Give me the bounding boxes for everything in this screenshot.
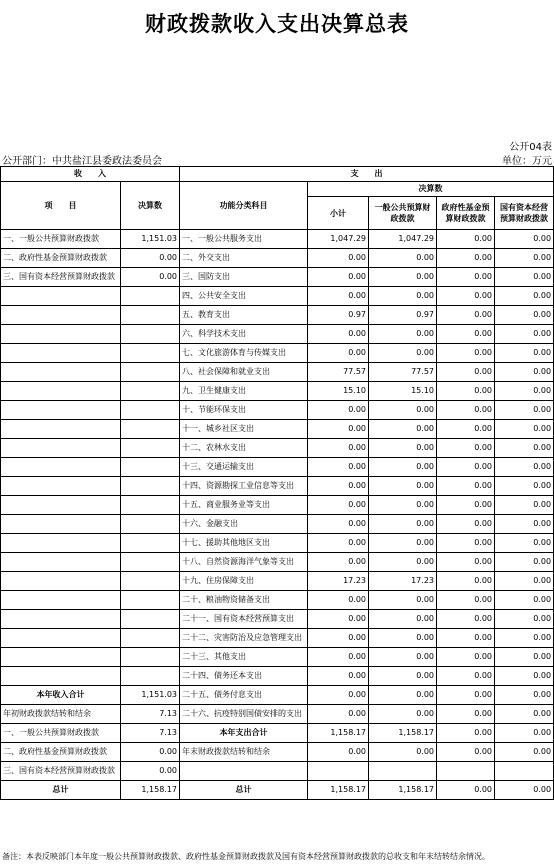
- income-amount: [121, 458, 180, 477]
- income-header: 收 入: [1, 167, 180, 182]
- subtotal-cell: 0.00: [308, 439, 369, 458]
- unit-label: 单位：万元: [502, 156, 552, 167]
- income-amount: [121, 382, 180, 401]
- subtotal-cell: 0.00: [308, 686, 369, 705]
- header-row-2: [1, 182, 554, 197]
- gov-fund-cell: 0.00: [437, 591, 495, 610]
- table-row: [1, 420, 554, 439]
- table-row: [1, 629, 554, 648]
- gov-fund-cell: 0.00: [437, 534, 495, 553]
- income-item: [1, 401, 121, 420]
- gov-fund-cell: 0.00: [437, 686, 495, 705]
- soe-capital-cell: 0.00: [495, 382, 554, 401]
- income-item: 三、国有资本经营预算财政拨款: [1, 268, 121, 287]
- gov-fund-cell: 0.00: [437, 515, 495, 534]
- function-item: 二十六、抗疫特别国债安排的支出: [180, 705, 308, 724]
- function-item: 二十、粮油物资储备支出: [180, 591, 308, 610]
- income-amount: [121, 477, 180, 496]
- subtotal-cell: 0.00: [308, 344, 369, 363]
- general-budget-cell: 0.00: [369, 458, 437, 477]
- general-budget-cell: 0.00: [369, 515, 437, 534]
- income-item: [1, 553, 121, 572]
- table-row: [1, 496, 554, 515]
- subtotal-cell: 0.00: [308, 667, 369, 686]
- subtotal-cell: 0.00: [308, 629, 369, 648]
- final-amount-header: 决算数: [121, 182, 180, 230]
- soe-capital-cell: 0.00: [495, 686, 554, 705]
- table-row: [1, 287, 554, 306]
- gov-fund-cell: 0.00: [437, 268, 495, 287]
- table-row: [1, 382, 554, 401]
- subtotal-cell: 0.00: [308, 287, 369, 306]
- function-item: 十九、住房保障支出: [180, 572, 308, 591]
- empty-cell: [369, 762, 437, 781]
- soe-capital-cell: 0.00: [495, 268, 554, 287]
- soe-capital-header: 国有资本经营预算财政拨款: [495, 197, 554, 230]
- soe-capital-cell: 0.00: [495, 667, 554, 686]
- final-group-header: 决算数: [308, 182, 554, 197]
- subtotal-cell: 15.10: [308, 382, 369, 401]
- function-item: 二、外交支出: [180, 249, 308, 268]
- soe-capital-cell: 0.00: [495, 439, 554, 458]
- subtotal-cell: 0.00: [308, 477, 369, 496]
- soe-capital-cell: 0.00: [495, 230, 554, 249]
- general-budget-cell: 77.57: [369, 363, 437, 382]
- gov-fund-cell: 0.00: [437, 477, 495, 496]
- gov-fund-cell: 0.00: [437, 458, 495, 477]
- table-row: [1, 515, 554, 534]
- gov-fund-cell: 0.00: [437, 724, 495, 743]
- income-amount: [121, 325, 180, 344]
- soe-capital-cell: 0.00: [495, 420, 554, 439]
- soe-capital-cell: 0.00: [495, 515, 554, 534]
- income-item: [1, 667, 121, 686]
- income-item: [1, 648, 121, 667]
- subtotal-cell: 0.00: [308, 401, 369, 420]
- gov-fund-cell: 0.00: [437, 705, 495, 724]
- income-item: [1, 306, 121, 325]
- income-item: [1, 382, 121, 401]
- gov-fund-cell: 0.00: [437, 553, 495, 572]
- gov-fund-cell: 0.00: [437, 648, 495, 667]
- carry-soe-label: 三、国有资本经营预算财政拨款: [1, 762, 121, 781]
- income-item: [1, 477, 121, 496]
- gov-fund-cell: 0.00: [437, 743, 495, 762]
- income-amount: [121, 534, 180, 553]
- summary-rows: [1, 686, 554, 800]
- table-row: [1, 534, 554, 553]
- table-row: [1, 325, 554, 344]
- table-row: [1, 610, 554, 629]
- soe-capital-cell: 0.00: [495, 477, 554, 496]
- table-row: [1, 667, 554, 686]
- table-row: [1, 249, 554, 268]
- income-amount: [121, 401, 180, 420]
- income-item: [1, 344, 121, 363]
- general-budget-cell: 0.00: [369, 648, 437, 667]
- income-amount: [121, 363, 180, 382]
- function-item: 五、教育支出: [180, 306, 308, 325]
- income-item: [1, 363, 121, 382]
- subtotal-cell: 0.00: [308, 458, 369, 477]
- function-item: 八、社会保障和就业支出: [180, 363, 308, 382]
- subtotal-cell: 77.57: [308, 363, 369, 382]
- general-budget-cell: 0.00: [369, 420, 437, 439]
- general-budget-cell: 0.00: [369, 686, 437, 705]
- year-end-label: 年末财政拨款结转和结余: [180, 743, 308, 762]
- income-amount: [121, 420, 180, 439]
- soe-capital-cell: 0.00: [495, 249, 554, 268]
- subtotal-cell: 17.23: [308, 572, 369, 591]
- soe-capital-cell: 0.00: [495, 724, 554, 743]
- function-item: 三、国防支出: [180, 268, 308, 287]
- soe-capital-cell: 0.00: [495, 572, 554, 591]
- function-item: 二十五、债务付息支出: [180, 686, 308, 705]
- budget-table: [0, 166, 554, 800]
- soe-capital-cell: 0.00: [495, 458, 554, 477]
- income-amount: [121, 287, 180, 306]
- general-budget-cell: 0.00: [369, 249, 437, 268]
- table-row: [1, 268, 554, 287]
- income-item: [1, 325, 121, 344]
- soe-capital-cell: 0.00: [495, 306, 554, 325]
- general-budget-cell: 0.00: [369, 610, 437, 629]
- function-item: 二十三、其他支出: [180, 648, 308, 667]
- general-budget-cell: 0.00: [369, 344, 437, 363]
- income-amount: [121, 344, 180, 363]
- income-amount: [121, 648, 180, 667]
- gov-fund-header: 政府性基金预算财政拨款: [437, 197, 495, 230]
- subtotal-cell: 0.00: [308, 496, 369, 515]
- function-item: 十七、援助其他地区支出: [180, 534, 308, 553]
- gov-fund-cell: 0.00: [437, 344, 495, 363]
- general-budget-cell: 0.00: [369, 439, 437, 458]
- subtotal-cell: 1,047.29: [308, 230, 369, 249]
- soe-capital-cell: 0.00: [495, 363, 554, 382]
- table-row: [1, 572, 554, 591]
- general-budget-cell: 0.00: [369, 325, 437, 344]
- income-amount: [121, 439, 180, 458]
- general-budget-cell: 1,158.17: [369, 781, 437, 800]
- gov-fund-cell: 0.00: [437, 306, 495, 325]
- function-item: 二十四、债务还本支出: [180, 667, 308, 686]
- gov-fund-cell: 0.00: [437, 439, 495, 458]
- general-budget-cell: 0.00: [369, 534, 437, 553]
- soe-capital-cell: 0.00: [495, 401, 554, 420]
- header-row-1: [1, 167, 554, 182]
- table-row: [1, 477, 554, 496]
- general-budget-cell: 0.00: [369, 268, 437, 287]
- income-total-value: 1,151.03: [121, 686, 180, 705]
- general-budget-cell: 0.00: [369, 477, 437, 496]
- function-class-header: 功能分类科目: [180, 182, 308, 230]
- income-amount: 0.00: [121, 268, 180, 287]
- income-amount: [121, 572, 180, 591]
- subtotal-cell: 1,158.17: [308, 781, 369, 800]
- function-item: 二十一、国有资本经营预算支出: [180, 610, 308, 629]
- income-item: [1, 610, 121, 629]
- general-budget-cell: 0.97: [369, 306, 437, 325]
- function-item: 一、一般公共服务支出: [180, 230, 308, 249]
- table-row: [1, 401, 554, 420]
- income-item: [1, 458, 121, 477]
- department-label: 公开部门：中共盐江县委政法委员会: [2, 156, 162, 167]
- empty-cell: [180, 762, 308, 781]
- general-budget-cell: 0.00: [369, 496, 437, 515]
- expenditure-header: 支 出: [180, 167, 554, 182]
- general-budget-cell: 17.23: [369, 572, 437, 591]
- table-row: [1, 439, 554, 458]
- grand-total-label-left: 总计: [1, 781, 121, 800]
- function-item: 十六、金融支出: [180, 515, 308, 534]
- income-amount: [121, 515, 180, 534]
- gov-fund-cell: 0.00: [437, 401, 495, 420]
- table-row: [1, 553, 554, 572]
- gov-fund-cell: 0.00: [437, 363, 495, 382]
- income-item: [1, 572, 121, 591]
- soe-capital-cell: 0.00: [495, 610, 554, 629]
- soe-capital-cell: 0.00: [495, 629, 554, 648]
- gov-fund-cell: 0.00: [437, 382, 495, 401]
- general-budget-cell: 1,047.29: [369, 230, 437, 249]
- summary-row: [1, 762, 554, 781]
- income-amount: 0.00: [121, 249, 180, 268]
- subtotal-header: 小计: [308, 197, 369, 230]
- carry-fund-value: 0.00: [121, 743, 180, 762]
- income-amount: [121, 667, 180, 686]
- general-budget-cell: 0.00: [369, 667, 437, 686]
- grand-total-row: [1, 781, 554, 800]
- soe-capital-cell: 0.00: [495, 591, 554, 610]
- income-item: [1, 515, 121, 534]
- general-budget-cell: 1,158.17: [369, 724, 437, 743]
- function-item: 十、节能环保支出: [180, 401, 308, 420]
- function-item: 十四、资源勘探工业信息等支出: [180, 477, 308, 496]
- income-amount: [121, 553, 180, 572]
- subtotal-cell: 0.00: [308, 268, 369, 287]
- grand-total-value-left: 1,158.17: [121, 781, 180, 800]
- table-row: [1, 648, 554, 667]
- carry-general-label: 一、一般公共预算财政拨款: [1, 724, 121, 743]
- subtotal-cell: 0.00: [308, 534, 369, 553]
- table-row: [1, 230, 554, 249]
- income-total-label: 本年收入合计: [1, 686, 121, 705]
- subtotal-cell: 0.00: [308, 705, 369, 724]
- gov-fund-cell: 0.00: [437, 496, 495, 515]
- function-item: 九、卫生健康支出: [180, 382, 308, 401]
- subtotal-cell: 0.97: [308, 306, 369, 325]
- soe-capital-cell: 0.00: [495, 743, 554, 762]
- summary-row: [1, 743, 554, 762]
- empty-cell: [437, 762, 495, 781]
- gov-fund-cell: 0.00: [437, 667, 495, 686]
- function-item: 七、文化旅游体育与传媒支出: [180, 344, 308, 363]
- income-amount: 1,151.03: [121, 230, 180, 249]
- general-budget-header: 一般公共预算财政拨款: [369, 197, 437, 230]
- subtotal-cell: 1,158.17: [308, 724, 369, 743]
- carry-fund-label: 二、政府性基金预算财政拨款: [1, 743, 121, 762]
- income-amount: [121, 496, 180, 515]
- soe-capital-cell: 0.00: [495, 553, 554, 572]
- income-amount: [121, 591, 180, 610]
- general-budget-cell: 15.10: [369, 382, 437, 401]
- income-item: [1, 287, 121, 306]
- income-item: [1, 591, 121, 610]
- gov-fund-cell: 0.00: [437, 572, 495, 591]
- soe-capital-cell: 0.00: [495, 344, 554, 363]
- subtotal-cell: 0.00: [308, 553, 369, 572]
- soe-capital-cell: 0.00: [495, 325, 554, 344]
- item-header: 项 目: [1, 182, 121, 230]
- subtotal-cell: 0.00: [308, 249, 369, 268]
- soe-capital-cell: 0.00: [495, 496, 554, 515]
- subtotal-cell: 0.00: [308, 591, 369, 610]
- subtotal-cell: 0.00: [308, 743, 369, 762]
- soe-capital-cell: 0.00: [495, 705, 554, 724]
- summary-row: [1, 705, 554, 724]
- income-amount: [121, 306, 180, 325]
- subtotal-cell: 0.00: [308, 325, 369, 344]
- subtotal-cell: 0.00: [308, 420, 369, 439]
- summary-row: [1, 686, 554, 705]
- function-item: 十二、农林水支出: [180, 439, 308, 458]
- income-amount: [121, 610, 180, 629]
- carry-over-label: 年初财政拨款结转和结余: [1, 705, 121, 724]
- income-amount: [121, 629, 180, 648]
- subtotal-cell: 0.00: [308, 515, 369, 534]
- summary-row: [1, 724, 554, 743]
- function-item: 四、公共安全支出: [180, 287, 308, 306]
- function-item: 十三、交通运输支出: [180, 458, 308, 477]
- expenditure-total-label: 本年支出合计: [180, 724, 308, 743]
- income-item: [1, 439, 121, 458]
- carry-soe-value: 0.00: [121, 762, 180, 781]
- footnote: 备注：本表反映部门本年度一般公共预算财政拨款、政府性基金预算财政拨款及国有资本经营预算财政拨款的总收支和年末结转结余情况。: [2, 852, 490, 861]
- soe-capital-cell: 0.00: [495, 648, 554, 667]
- gov-fund-cell: 0.00: [437, 781, 495, 800]
- general-budget-cell: 0.00: [369, 629, 437, 648]
- income-item: [1, 496, 121, 515]
- table-row: [1, 344, 554, 363]
- table-row: [1, 458, 554, 477]
- general-budget-cell: 0.00: [369, 401, 437, 420]
- table-row: [1, 591, 554, 610]
- soe-capital-cell: 0.00: [495, 781, 554, 800]
- income-item: 二、政府性基金预算财政拨款: [1, 249, 121, 268]
- form-number: 公开04表: [509, 142, 552, 153]
- general-budget-cell: 0.00: [369, 553, 437, 572]
- income-item: [1, 534, 121, 553]
- function-item: 六、科学技术支出: [180, 325, 308, 344]
- general-budget-cell: 0.00: [369, 287, 437, 306]
- page-title: 财政拨款收入支出决算总表: [145, 12, 409, 36]
- grand-total-label-right: 总计: [180, 781, 308, 800]
- table-row: [1, 363, 554, 382]
- subtotal-cell: 0.00: [308, 610, 369, 629]
- gov-fund-cell: 0.00: [437, 230, 495, 249]
- soe-capital-cell: 0.00: [495, 534, 554, 553]
- income-item: [1, 629, 121, 648]
- general-budget-cell: 0.00: [369, 743, 437, 762]
- income-item: [1, 420, 121, 439]
- gov-fund-cell: 0.00: [437, 629, 495, 648]
- function-item: 二十二、灾害防治及应急管理支出: [180, 629, 308, 648]
- general-budget-cell: 0.00: [369, 705, 437, 724]
- table-row: [1, 306, 554, 325]
- gov-fund-cell: 0.00: [437, 249, 495, 268]
- gov-fund-cell: 0.00: [437, 325, 495, 344]
- function-item: 十五、商业服务业等支出: [180, 496, 308, 515]
- function-item: 十一、城乡社区支出: [180, 420, 308, 439]
- subtotal-cell: 0.00: [308, 648, 369, 667]
- gov-fund-cell: 0.00: [437, 287, 495, 306]
- function-item: 十八、自然资源海洋气象等支出: [180, 553, 308, 572]
- carry-general-value: 7.13: [121, 724, 180, 743]
- income-item: 一、一般公共预算财政拨款: [1, 230, 121, 249]
- gov-fund-cell: 0.00: [437, 420, 495, 439]
- soe-capital-cell: 0.00: [495, 287, 554, 306]
- general-budget-cell: 0.00: [369, 591, 437, 610]
- gov-fund-cell: 0.00: [437, 610, 495, 629]
- empty-cell: [495, 762, 554, 781]
- empty-cell: [308, 762, 369, 781]
- carry-over-value: 7.13: [121, 705, 180, 724]
